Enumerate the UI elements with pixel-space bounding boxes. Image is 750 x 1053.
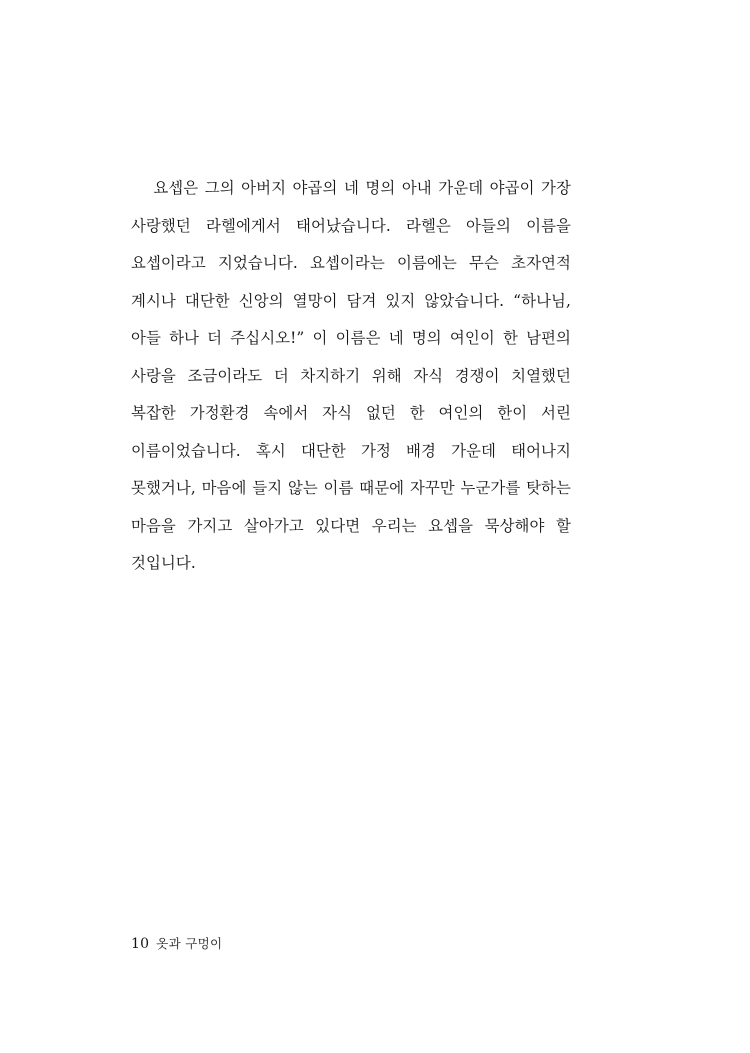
- body-text-block: [131, 170, 571, 583]
- page-footer: [131, 934, 222, 952]
- paragraph: 요셉은 그의 아버지 야곱의 네 명의 아내 가운데 야곱이 가장 사랑했던 라헬에게서 태어났습니다. 라헬은 아들의 이름을 요셉이라고 지었습니다. 요셉이라는 이름에는 무슨 초자연적 계시나 대단한 신앙의 열망이 담겨 있지 않았습니다. “하나님, 아들 하나 더 주십시오!” 이 이름은 네 명의 여인이 한 남편의 사랑을 조금이라도 더 차지하기 위해 자식 경쟁이 치열했던 복잡한 가정환경 속에서 자식 없던 한 여인의 한이 서린 이름이었습니다. 혹시 대단한 가정 배경 가운데 태어나지 못했거나, 마음에 들지 않는 이름 때문에 자꾸만 누군가를 탓하는 마음을 가지고 살아가고 있다면 우리는 요셉을 묵상해야 할 것입니다.: [131, 179, 571, 572]
- footer-page-number: 10: [131, 936, 150, 952]
- footer-book-title: 옷과 구멍이: [156, 936, 223, 951]
